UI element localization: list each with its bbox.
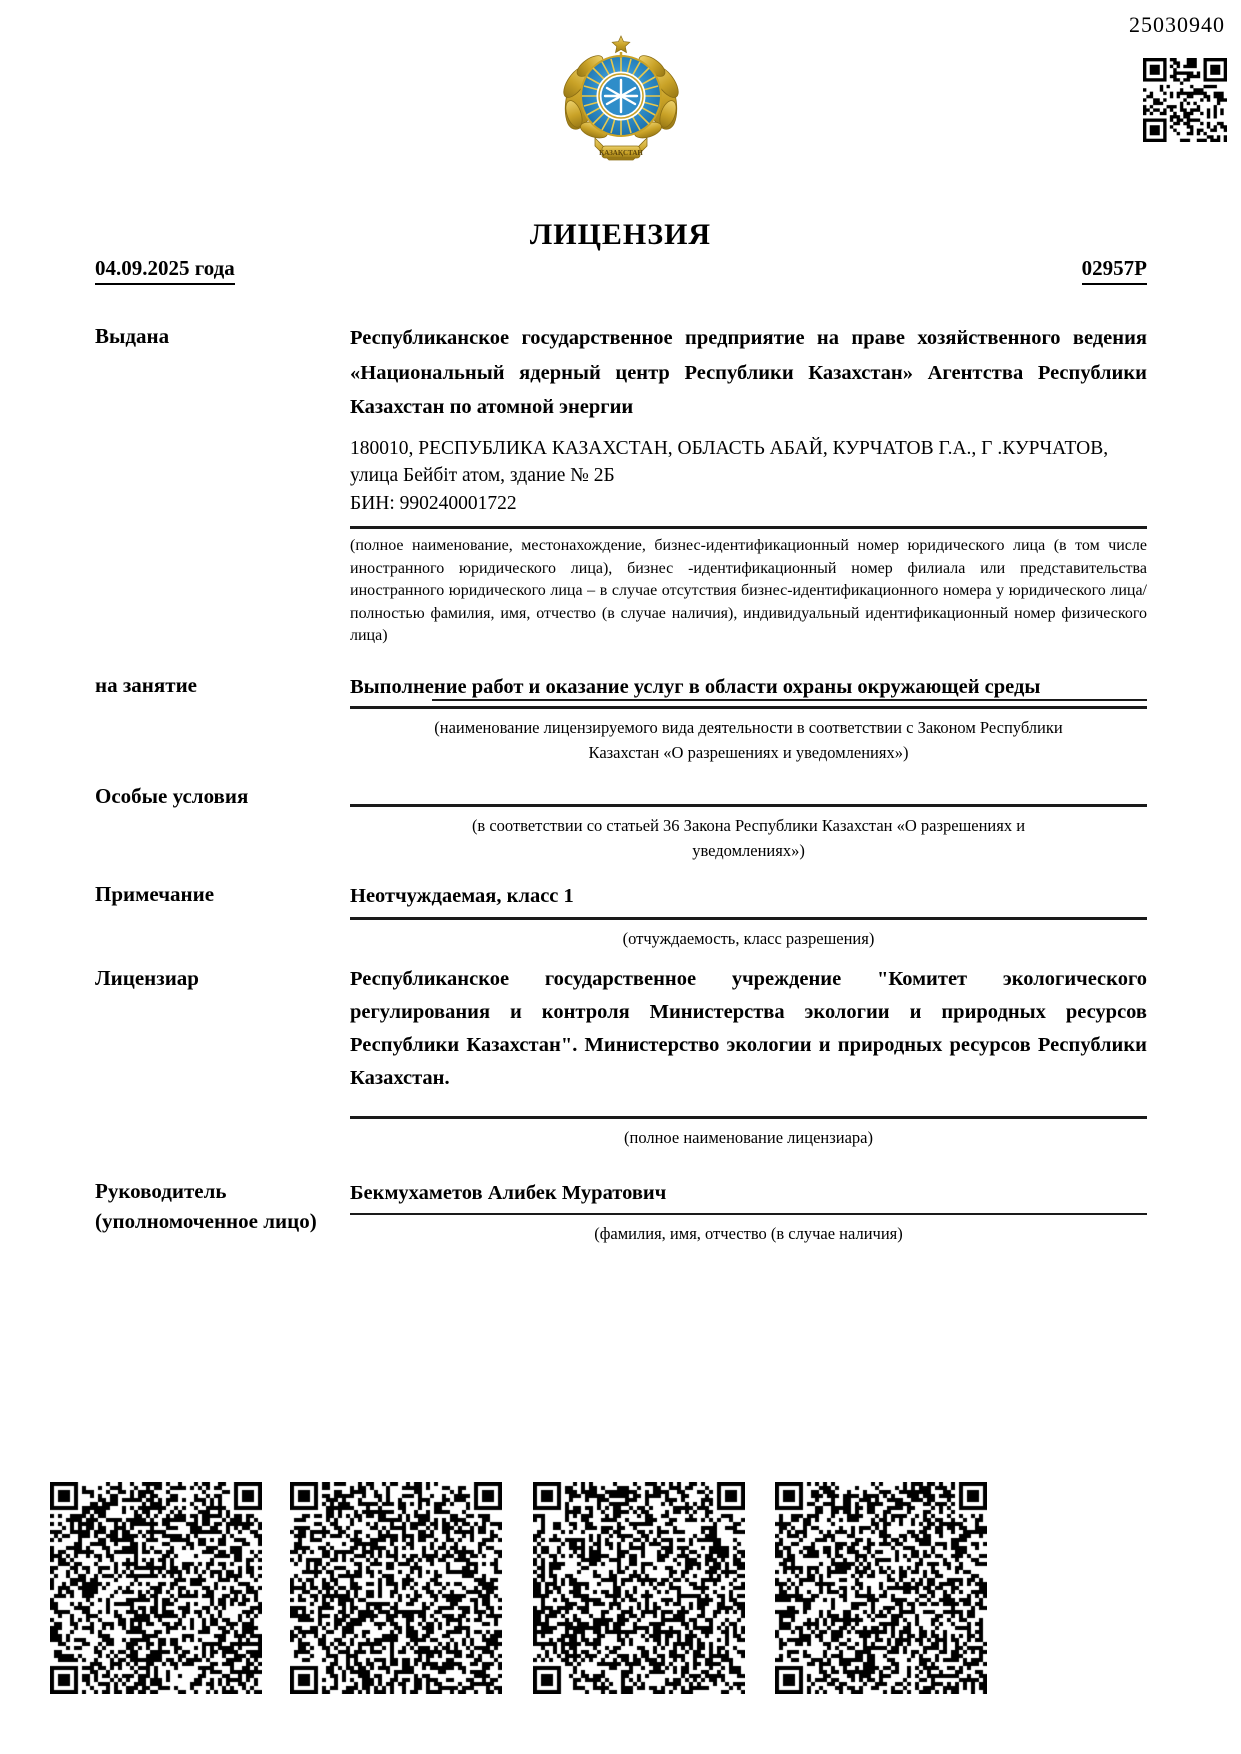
field-issued-label: Выдана [95, 324, 170, 348]
qr-code [533, 1482, 745, 1694]
divider [350, 705, 1147, 709]
field-licensor [95, 963, 1147, 1150]
field-special-conditions-label: Особые условия [95, 784, 249, 808]
page-title: ЛИЦЕНЗИЯ [529, 218, 712, 251]
divider [350, 1115, 1147, 1119]
field-special-conditions [95, 781, 1147, 863]
qr-code [775, 1482, 987, 1694]
qr-code [50, 1482, 262, 1694]
signature-qr-strip [0, 1482, 1241, 1694]
field-note-caption: (отчуждаемость, класс разрешения) [622, 928, 875, 948]
field-head-caption: (фамилия, имя, отчество (в случае наличия) [594, 1224, 903, 1243]
qr-code-icon [1143, 58, 1227, 142]
field-issued-caption: (полное наименование, местонахождение, бизнес-идентификационный номер юридического лица (в том числе иностранного юридического лица), бизнес -идентификационный номер филиала или представительства иностранного юридического лица – в случае отсутствия бизнес-идентификационного номера у юридического лица/полностью фамилия, имя, отчество (в случае наличия), индивидуальный идентификационный номер физического лица) [350, 537, 1147, 644]
issue-date: 04.09.2025 года [95, 256, 235, 285]
divider [350, 525, 1147, 529]
field-issued-bin: БИН: 990240001722 [350, 492, 517, 514]
field-activity [95, 670, 1147, 766]
license-number: 02957P [1082, 256, 1147, 285]
date-number-row [95, 256, 1147, 285]
signature-line [350, 1212, 1147, 1215]
field-note-label: Примечание [95, 882, 215, 906]
divider [350, 803, 1147, 807]
license-body [95, 256, 1147, 1246]
emblem-banner-text: ҚАЗАҚСТАН [598, 149, 643, 157]
divider [350, 916, 1147, 920]
field-note [95, 879, 1147, 951]
field-issued-address: 180010, РЕСПУБЛИКА КАЗАХСТАН, ОБЛАСТЬ АБАЙ, КУРЧАТОВ Г.А., Г .КУРЧАТОВ, улица Бейбіт атом, здание № 2Б [350, 437, 1109, 486]
field-activity-label: на занятие [95, 672, 197, 697]
field-activity-caption: (наименование лицензируемого вида деятельности в соответствии с Законом Республики Казахстан «О разрешениях и уведомлениях») [434, 718, 1063, 762]
field-note-value: Неотчуждаемая, класс 1 [350, 885, 574, 907]
field-activity-value: Выполнение работ и оказание услуг в области охраны окружающей среды [350, 675, 1041, 698]
document-number: 25030940 [1129, 12, 1225, 37]
field-special-conditions-caption: (в соответствии со статьей 36 Закона Республики Казахстан «О разрешениях и уведомлениях») [471, 816, 1026, 860]
field-issued [95, 321, 1147, 648]
field-head [95, 1176, 1147, 1247]
field-head-value: Бекмухаметов Алибек Муратович [350, 1181, 667, 1204]
field-licensor-label: Лицензиар [95, 965, 199, 990]
field-licensor-caption: (полное наименование лицензиара) [624, 1127, 873, 1147]
kazakhstan-coat-of-arms-icon [554, 34, 688, 166]
qr-code [290, 1482, 502, 1694]
field-issued-value: Республиканское государственное предприятие на праве хозяйственного ведения «Национальный ядерный центр Республики Казахстан» Агентства Республики Казахстан по атомной энергии [350, 327, 1147, 418]
field-licensor-value: Республиканское государственное учреждение "Комитет экологического регулирования и контроля Министерства экологии и природных ресурсов Республики Казахстан". Министерство экологии и природных ресурсов Республики Казахстан. [350, 967, 1147, 1089]
field-head-label: Руководитель (уполномоченное лицо) [95, 1178, 317, 1233]
